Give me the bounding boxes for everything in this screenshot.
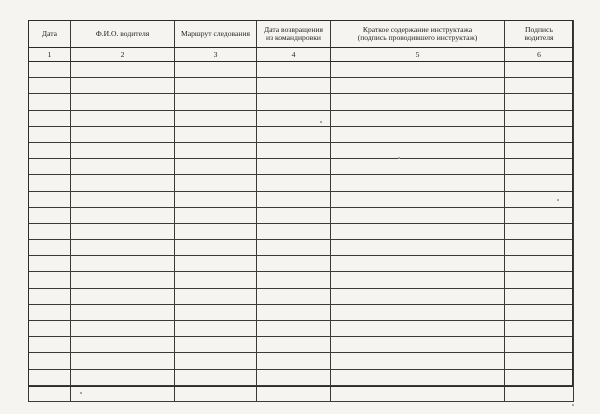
blank-cell: [29, 223, 71, 239]
table-row: [29, 304, 574, 320]
blank-cell: [29, 191, 71, 207]
blank-cell: [505, 353, 574, 369]
blank-cell: [331, 78, 505, 94]
column-number: 3: [175, 48, 257, 62]
blank-cell: [331, 369, 505, 385]
blank-cell: [71, 110, 175, 126]
table-row: [29, 223, 574, 239]
blank-cell: [505, 175, 574, 191]
blank-cell: [505, 369, 574, 385]
blank-cell: [175, 78, 257, 94]
header-driver-name: [71, 21, 175, 48]
blank-cell: [505, 110, 574, 126]
blank-cell: [71, 240, 175, 256]
blank-cell: [505, 207, 574, 223]
blank-cell: [175, 288, 257, 304]
instruction-log-table: [28, 20, 574, 402]
blank-cell: [175, 337, 257, 353]
blank-cell: [29, 337, 71, 353]
table-row: [29, 126, 574, 142]
table-row: [29, 240, 574, 256]
table-row: [29, 385, 574, 401]
blank-cell: [505, 126, 574, 142]
table-row: [29, 142, 574, 158]
blank-cell: [257, 207, 331, 223]
blank-cell: [175, 304, 257, 320]
blank-cell: [331, 159, 505, 175]
blank-cell: [29, 272, 71, 288]
blank-cell: [331, 175, 505, 191]
blank-cell: [71, 337, 175, 353]
column-number-row: [29, 48, 574, 62]
blank-cell: [257, 369, 331, 385]
table-row: [29, 369, 574, 385]
header-instruction-summary-line2: (подпись проводившего инструктаж): [357, 33, 478, 42]
blank-cell: [175, 110, 257, 126]
header-route: [175, 21, 257, 48]
column-number: 2: [71, 48, 175, 62]
table-row: [29, 175, 574, 191]
column-number: 5: [331, 48, 505, 62]
header-return-date-line2: из командировки: [266, 33, 321, 42]
blank-cell: [257, 337, 331, 353]
blank-cell: [29, 126, 71, 142]
blank-cell: [505, 240, 574, 256]
blank-cell: [29, 207, 71, 223]
table-row: [29, 272, 574, 288]
blank-cell: [71, 191, 175, 207]
table-row: [29, 337, 574, 353]
blank-cell: [29, 62, 71, 78]
table-row: [29, 78, 574, 94]
blank-cell: [175, 142, 257, 158]
blank-cell: [175, 272, 257, 288]
blank-cell: [29, 94, 71, 110]
blank-cell: [257, 110, 331, 126]
blank-cell: [29, 321, 71, 337]
table-row: [29, 110, 574, 126]
table-row: [29, 94, 574, 110]
blank-cell: [29, 175, 71, 191]
paper-speck: [557, 199, 559, 201]
table-row: [29, 256, 574, 272]
blank-cell: [257, 385, 331, 401]
blank-cell: [29, 353, 71, 369]
blank-cell: [505, 256, 574, 272]
header-driver-signature-line2: водителя: [524, 33, 554, 42]
blank-cell: [175, 321, 257, 337]
blank-cell: [29, 304, 71, 320]
blank-cell: [257, 223, 331, 239]
log-body: [29, 62, 574, 402]
blank-cell: [175, 62, 257, 78]
blank-cell: [257, 159, 331, 175]
blank-cell: [29, 110, 71, 126]
blank-cell: [175, 126, 257, 142]
blank-cell: [29, 288, 71, 304]
blank-cell: [29, 240, 71, 256]
paper-speck: [80, 392, 82, 394]
blank-cell: [71, 272, 175, 288]
blank-cell: [505, 304, 574, 320]
header-driver-signature-line1: Подпись: [525, 24, 553, 34]
blank-cell: [175, 94, 257, 110]
blank-cell: [71, 78, 175, 94]
blank-cell: [29, 369, 71, 385]
blank-cell: [175, 175, 257, 191]
blank-cell: [331, 288, 505, 304]
blank-cell: [29, 78, 71, 94]
blank-cell: [505, 94, 574, 110]
blank-cell: [71, 159, 175, 175]
blank-cell: [331, 110, 505, 126]
blank-cell: [71, 94, 175, 110]
blank-cell: [257, 240, 331, 256]
header-return-date: [257, 21, 331, 48]
header-row: [29, 21, 574, 48]
blank-cell: [331, 191, 505, 207]
blank-cell: [29, 142, 71, 158]
blank-cell: [505, 223, 574, 239]
blank-cell: [331, 207, 505, 223]
blank-cell: [331, 304, 505, 320]
header-date-text: Дата: [41, 28, 58, 38]
blank-cell: [71, 353, 175, 369]
blank-cell: [257, 126, 331, 142]
table-row: [29, 62, 574, 78]
blank-cell: [505, 288, 574, 304]
paper-speck: [320, 121, 322, 123]
blank-cell: [257, 288, 331, 304]
blank-cell: [257, 78, 331, 94]
column-number: 6: [505, 48, 574, 62]
blank-cell: [257, 256, 331, 272]
blank-cell: [505, 385, 574, 401]
blank-cell: [71, 126, 175, 142]
blank-cell: [331, 272, 505, 288]
blank-cell: [331, 337, 505, 353]
blank-cell: [505, 159, 574, 175]
header-driver-signature: [505, 21, 574, 48]
blank-cell: [175, 240, 257, 256]
table-row: [29, 207, 574, 223]
blank-cell: [175, 256, 257, 272]
blank-cell: [257, 62, 331, 78]
blank-cell: [257, 175, 331, 191]
blank-cell: [71, 175, 175, 191]
blank-cell: [71, 321, 175, 337]
header-instruction-summary-line1: Краткое содержание инструктажа: [362, 24, 473, 34]
blank-cell: [505, 191, 574, 207]
blank-cell: [29, 385, 71, 401]
header-instruction-summary: [331, 21, 505, 48]
blank-cell: [331, 94, 505, 110]
table-row: [29, 159, 574, 175]
blank-cell: [257, 191, 331, 207]
header-date: [29, 21, 71, 48]
blank-cell: [71, 369, 175, 385]
blank-cell: [71, 304, 175, 320]
blank-cell: [331, 256, 505, 272]
blank-cell: [175, 369, 257, 385]
column-number: 1: [29, 48, 71, 62]
blank-cell: [257, 353, 331, 369]
blank-cell: [71, 223, 175, 239]
table-row: [29, 353, 574, 369]
table-row: [29, 191, 574, 207]
blank-cell: [505, 272, 574, 288]
blank-cell: [257, 94, 331, 110]
blank-cell: [331, 62, 505, 78]
blank-cell: [505, 78, 574, 94]
blank-cell: [71, 288, 175, 304]
blank-cell: [175, 191, 257, 207]
blank-cell: [331, 126, 505, 142]
blank-cell: [175, 353, 257, 369]
blank-cell: [29, 256, 71, 272]
blank-cell: [175, 385, 257, 401]
blank-cell: [29, 159, 71, 175]
blank-cell: [71, 207, 175, 223]
blank-cell: [505, 337, 574, 353]
blank-cell: [175, 223, 257, 239]
paper-speck: [398, 157, 400, 159]
blank-cell: [257, 304, 331, 320]
blank-cell: [505, 62, 574, 78]
blank-cell: [257, 272, 331, 288]
blank-cell: [331, 385, 505, 401]
column-number: 4: [257, 48, 331, 62]
blank-cell: [71, 385, 175, 401]
blank-cell: [331, 142, 505, 158]
blank-cell: [505, 142, 574, 158]
blank-cell: [175, 159, 257, 175]
blank-cell: [331, 321, 505, 337]
header-route-text: Маршрут следования: [180, 28, 251, 38]
blank-cell: [71, 256, 175, 272]
blank-cell: [505, 321, 574, 337]
blank-cell: [331, 240, 505, 256]
blank-cell: [257, 321, 331, 337]
table-row: [29, 288, 574, 304]
paper-speck: [572, 404, 574, 406]
blank-cell: [175, 207, 257, 223]
blank-cell: [331, 353, 505, 369]
blank-cell: [331, 223, 505, 239]
header-return-date-line1: Дата возвращения: [264, 24, 323, 34]
blank-cell: [71, 142, 175, 158]
blank-cell: [71, 62, 175, 78]
header-driver-name-text: Ф.И.О. водителя: [95, 28, 150, 38]
blank-cell: [257, 142, 331, 158]
table-row: [29, 321, 574, 337]
